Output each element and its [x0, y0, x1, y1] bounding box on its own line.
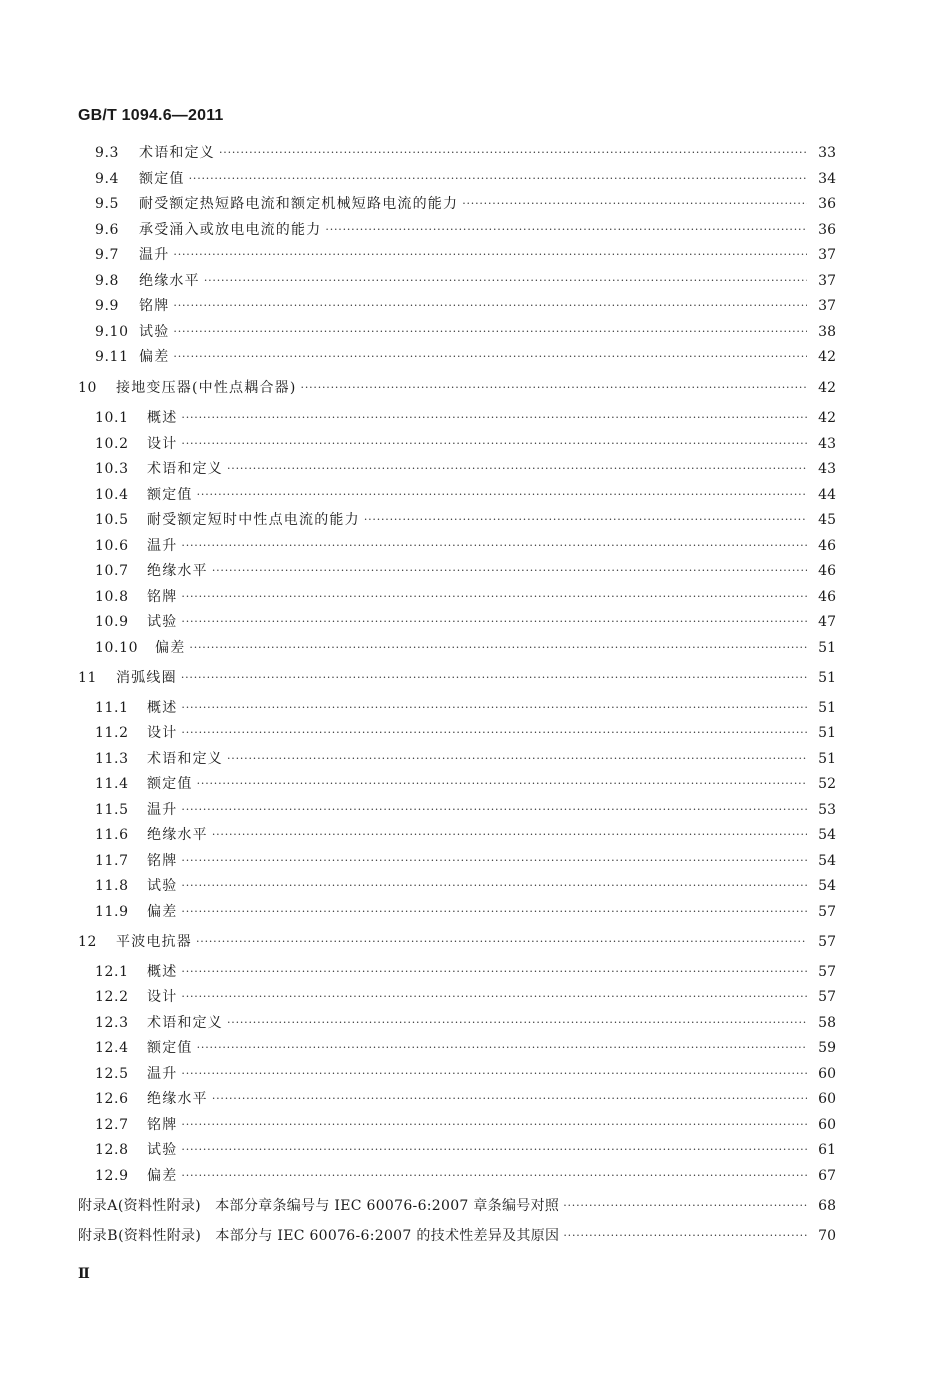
toc-entry-number: 11.7 — [95, 853, 129, 869]
toc-leader-dots — [189, 168, 807, 190]
toc-leader-dots — [181, 535, 807, 557]
toc-entry-title: 绝缘水平 — [147, 1091, 208, 1107]
toc-entry-title: 平波电抗器 — [116, 934, 192, 950]
toc-entry-title: 术语和定义 — [147, 461, 223, 477]
toc-leader-dots — [181, 1165, 807, 1187]
toc-entry-number: 12.7 — [95, 1117, 129, 1133]
toc-entry[interactable] — [95, 586, 836, 608]
toc-leader-dots — [173, 244, 807, 266]
toc-entry-page: 51 — [818, 725, 836, 741]
toc-appendix-entry[interactable] — [78, 1195, 836, 1217]
toc-entry-number: 12.6 — [95, 1091, 129, 1107]
toc-entry-number: 11.3 — [95, 751, 129, 767]
toc-entry-page: 70 — [818, 1228, 836, 1244]
toc-entry[interactable] — [95, 748, 836, 770]
toc-leader-dots — [212, 560, 807, 582]
toc-entry-number: 10.2 — [95, 436, 129, 452]
toc-leader-dots — [227, 458, 807, 480]
toc-entry-number: 11.4 — [95, 776, 129, 792]
toc-entry-page: 42 — [818, 380, 836, 396]
toc-entry[interactable] — [95, 799, 836, 821]
toc-entry-number: 12.5 — [95, 1066, 129, 1082]
toc-leader-dots — [181, 722, 807, 744]
toc-entry-page: 38 — [818, 324, 836, 340]
toc-entry-page: 51 — [818, 670, 836, 686]
toc-entry-number: 10 — [78, 380, 98, 396]
toc-entry-number: 9.3 — [95, 145, 120, 161]
toc-entry[interactable] — [95, 1088, 836, 1110]
toc-entry-page: 60 — [818, 1117, 836, 1133]
toc-entry[interactable] — [95, 697, 836, 719]
toc-entry[interactable] — [95, 1139, 836, 1161]
toc-entry-page: 54 — [818, 827, 836, 843]
toc-entry-title: 消弧线圈 — [116, 670, 177, 686]
toc-entry-page: 57 — [818, 964, 836, 980]
toc-leader-dots — [181, 1063, 807, 1085]
toc-chapter-entry[interactable] — [78, 931, 836, 953]
toc-entry-number: 10.3 — [95, 461, 129, 477]
toc-entry[interactable] — [95, 1114, 836, 1136]
toc-leader-dots — [204, 270, 807, 292]
toc-leader-dots — [212, 824, 807, 846]
toc-leader-dots — [212, 1088, 807, 1110]
toc-entry[interactable] — [95, 901, 836, 923]
toc-entry-page: 37 — [818, 247, 836, 263]
toc-entry-page: 45 — [818, 512, 836, 528]
toc-entry-number: 12.4 — [95, 1040, 129, 1056]
toc-entry-title: 术语和定义 — [147, 1015, 223, 1031]
toc-entry-page: 51 — [818, 640, 836, 656]
toc-entry-title: 术语和定义 — [139, 145, 215, 161]
toc-entry[interactable] — [95, 270, 836, 292]
toc-leader-dots — [219, 142, 807, 164]
toc-leader-dots — [563, 1195, 807, 1217]
toc-entry-page: 61 — [818, 1142, 836, 1158]
toc-entry[interactable] — [95, 295, 836, 317]
toc-leader-dots — [227, 748, 807, 770]
toc-entry-number: 9.8 — [95, 273, 120, 289]
toc-leader-dots — [197, 773, 807, 795]
toc-leader-dots — [173, 346, 807, 368]
toc-leader-dots — [181, 1114, 807, 1136]
toc-leader-dots — [227, 1012, 807, 1034]
toc-entry-title: 设计 — [147, 989, 178, 1005]
toc-leader-dots — [197, 1037, 807, 1059]
toc-entry-page: 58 — [818, 1015, 836, 1031]
toc-entry-title: 温升 — [147, 802, 178, 818]
toc-entry-page: 33 — [818, 145, 836, 161]
toc-leader-dots — [181, 611, 807, 633]
toc-entry-number: 11.6 — [95, 827, 129, 843]
toc-entry-title: 额定值 — [147, 776, 193, 792]
toc-entry-title: 试验 — [139, 324, 170, 340]
toc-leader-dots — [181, 667, 807, 689]
toc-entry-page: 67 — [818, 1168, 836, 1184]
toc-entry-title: (资料性附录) 本部分章条编号与 IEC 60076-6:2007 章条编号对照 — [117, 1198, 560, 1214]
toc-entry[interactable] — [95, 1037, 836, 1059]
toc-entry-title: 温升 — [139, 247, 170, 263]
toc-entry[interactable] — [95, 168, 836, 190]
toc-entry-number: 附录B — [78, 1228, 119, 1244]
toc-entry[interactable] — [95, 824, 836, 846]
toc-leader-dots — [364, 509, 807, 531]
toc-leader-dots — [173, 295, 807, 317]
toc-entry-page: 34 — [818, 171, 836, 187]
toc-entry[interactable] — [95, 458, 836, 480]
toc-entry-title: 概述 — [147, 410, 178, 426]
toc-entry-title: 偏差 — [155, 640, 186, 656]
toc-entry[interactable] — [95, 986, 836, 1008]
toc-entry-page: 57 — [818, 989, 836, 1005]
toc-entry-page: 36 — [818, 222, 836, 238]
toc-entry-title: 偏差 — [147, 904, 178, 920]
toc-entry-page: 57 — [818, 934, 836, 950]
toc-appendix-entry[interactable] — [78, 1225, 836, 1247]
toc-entry-title: 铭牌 — [147, 853, 178, 869]
toc-entry[interactable] — [95, 509, 836, 531]
toc-entry[interactable] — [95, 407, 836, 429]
toc-entry-title: 设计 — [147, 436, 178, 452]
toc-entry-title: 绝缘水平 — [139, 273, 200, 289]
toc-entry[interactable] — [95, 433, 836, 455]
toc-entry-number: 9.10 — [95, 324, 129, 340]
toc-entry-number: 11 — [78, 670, 98, 686]
toc-entry[interactable] — [95, 773, 836, 795]
toc-entry-title: 试验 — [147, 1142, 178, 1158]
toc-entry[interactable] — [95, 637, 836, 659]
toc-entry-number: 10.6 — [95, 538, 129, 554]
toc-leader-dots — [196, 931, 807, 953]
toc-entry[interactable] — [95, 1012, 836, 1034]
toc-leader-dots — [181, 1139, 807, 1161]
toc-leader-dots — [462, 193, 807, 215]
toc-entry-title: 额定值 — [147, 487, 193, 503]
toc-entry-number: 11.9 — [95, 904, 129, 920]
toc-entry-page: 46 — [818, 538, 836, 554]
toc-leader-dots — [197, 484, 807, 506]
toc-entry-number: 9.4 — [95, 171, 120, 187]
toc-entry-title: 铭牌 — [139, 298, 170, 314]
toc-entry-page: 54 — [818, 853, 836, 869]
toc-entry-number: 10.10 — [95, 640, 139, 656]
toc-entry-number: 10.7 — [95, 563, 129, 579]
toc-entry-title: 绝缘水平 — [147, 827, 208, 843]
toc-entry-title: 概述 — [147, 700, 178, 716]
page-number: Ⅱ — [78, 1266, 90, 1282]
toc-entry[interactable] — [95, 346, 836, 368]
toc-entry-title: 偏差 — [147, 1168, 178, 1184]
toc-entry-page: 60 — [818, 1066, 836, 1082]
toc-entry-number: 11.1 — [95, 700, 129, 716]
toc-entry-page: 46 — [818, 589, 836, 605]
toc-entry-page: 37 — [818, 273, 836, 289]
toc-entry-number: 10.8 — [95, 589, 129, 605]
toc-entry-number: 9.5 — [95, 196, 120, 212]
toc-entry-title: (资料性附录) 本部分与 IEC 60076-6:2007 的技术性差异及其原因 — [118, 1228, 560, 1244]
toc-leader-dots — [181, 986, 807, 1008]
toc-leader-dots — [181, 799, 807, 821]
toc-entry-page: 59 — [818, 1040, 836, 1056]
toc-entry-title: 额定值 — [139, 171, 185, 187]
toc-entry-number: 11.2 — [95, 725, 129, 741]
toc-entry-title: 温升 — [147, 1066, 178, 1082]
toc-leader-dots — [181, 850, 807, 872]
toc-entry[interactable] — [95, 193, 836, 215]
toc-leader-dots — [181, 901, 807, 923]
toc-entry[interactable] — [95, 560, 836, 582]
toc-entry-title: 术语和定义 — [147, 751, 223, 767]
toc-leader-dots — [181, 586, 807, 608]
toc-entry[interactable] — [95, 611, 836, 633]
toc-entry-title: 耐受额定短时中性点电流的能力 — [147, 512, 360, 528]
toc-entry-number: 10.9 — [95, 614, 129, 630]
toc-entry-number: 9.6 — [95, 222, 120, 238]
toc-entry-title: 设计 — [147, 725, 178, 741]
toc-leader-dots — [173, 321, 807, 343]
toc-entry-number: 12.1 — [95, 964, 129, 980]
toc-entry[interactable] — [95, 1165, 836, 1187]
toc-leader-dots — [181, 697, 807, 719]
toc-entry-page: 54 — [818, 878, 836, 894]
toc-leader-dots — [181, 433, 807, 455]
toc-entry[interactable] — [95, 321, 836, 343]
toc-entry-title: 试验 — [147, 878, 178, 894]
toc-entry-page: 68 — [818, 1198, 836, 1214]
toc-entry-page: 57 — [818, 904, 836, 920]
toc-entry-page: 53 — [818, 802, 836, 818]
toc-entry-page: 60 — [818, 1091, 836, 1107]
toc-leader-dots — [563, 1225, 807, 1247]
toc-entry[interactable] — [95, 535, 836, 557]
toc-chapter-entry[interactable] — [78, 377, 836, 399]
toc-entry-page: 47 — [818, 614, 836, 630]
toc-entry-number: 11.8 — [95, 878, 129, 894]
toc-entry[interactable] — [95, 1063, 836, 1085]
toc-entry-title: 耐受额定热短路电流和额定机械短路电流的能力 — [139, 196, 459, 212]
toc-leader-dots — [181, 875, 807, 897]
toc-entry-number: 10.5 — [95, 512, 129, 528]
toc-leader-dots — [301, 377, 807, 399]
toc-entry[interactable] — [95, 484, 836, 506]
toc-entry-title: 额定值 — [147, 1040, 193, 1056]
toc-entry[interactable] — [95, 961, 836, 983]
toc-entry-title: 偏差 — [139, 349, 170, 365]
toc-entry-title: 铭牌 — [147, 1117, 178, 1133]
toc-entry-page: 42 — [818, 410, 836, 426]
toc-entry-title: 绝缘水平 — [147, 563, 208, 579]
toc-entry-number: 附录A — [78, 1198, 118, 1214]
toc-entry-number: 12.2 — [95, 989, 129, 1005]
toc-leader-dots — [181, 407, 807, 429]
toc-leader-dots — [325, 219, 807, 241]
toc-entry-page: 51 — [818, 751, 836, 767]
toc-entry-number: 10.4 — [95, 487, 129, 503]
toc-entry-title: 承受涌入或放电电流的能力 — [139, 222, 322, 238]
toc-entry-title: 接地变压器(中性点耦合器) — [116, 380, 297, 396]
toc-entry-title: 温升 — [147, 538, 178, 554]
toc-entry[interactable] — [95, 244, 836, 266]
toc-entry-page: 46 — [818, 563, 836, 579]
toc-entry-number: 12.3 — [95, 1015, 129, 1031]
toc-chapter-entry[interactable] — [78, 667, 836, 689]
document-code: GB/T 1094.6—2011 — [78, 107, 224, 124]
toc-entry-page: 42 — [818, 349, 836, 365]
toc-entry-page: 44 — [818, 487, 836, 503]
toc-entry-number: 12.9 — [95, 1168, 129, 1184]
toc-entry-page: 51 — [818, 700, 836, 716]
toc-entry-number: 9.9 — [95, 298, 120, 314]
toc-entry-number: 11.5 — [95, 802, 129, 818]
toc-entry[interactable] — [95, 875, 836, 897]
toc-entry-number: 9.11 — [95, 349, 129, 365]
toc-entry[interactable] — [95, 142, 836, 164]
toc-entry-number: 9.7 — [95, 247, 120, 263]
toc-entry[interactable] — [95, 219, 836, 241]
toc-entry-number: 10.1 — [95, 410, 129, 426]
toc-entry-number: 12.8 — [95, 1142, 129, 1158]
toc-entry-page: 43 — [818, 461, 836, 477]
toc-leader-dots — [181, 961, 807, 983]
toc-entry-number: 12 — [78, 934, 98, 950]
toc-entry-page: 52 — [818, 776, 836, 792]
toc-leader-dots — [189, 637, 807, 659]
toc-entry-page: 36 — [818, 196, 836, 212]
toc-entry[interactable] — [95, 722, 836, 744]
toc-entry-title: 试验 — [147, 614, 178, 630]
toc-entry-page: 37 — [818, 298, 836, 314]
toc-entry-title: 概述 — [147, 964, 178, 980]
toc-entry-page: 43 — [818, 436, 836, 452]
toc-entry[interactable] — [95, 850, 836, 872]
toc-entry-title: 铭牌 — [147, 589, 178, 605]
